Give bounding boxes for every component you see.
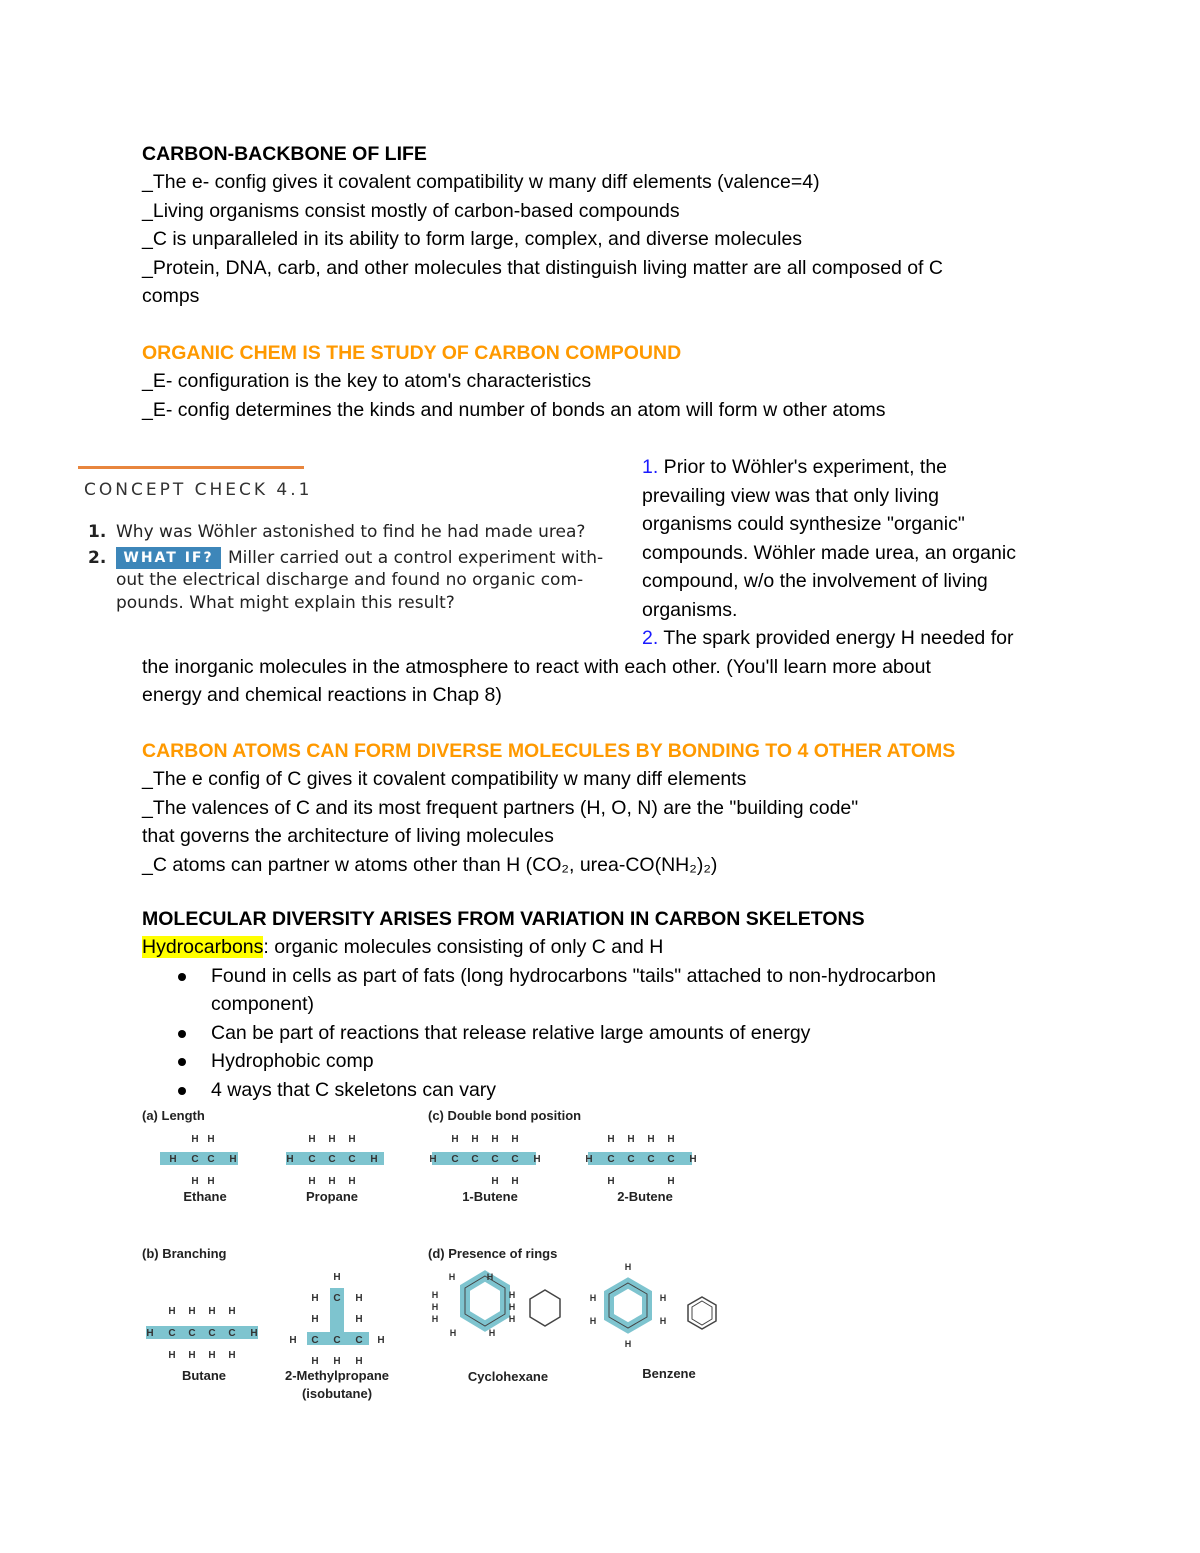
atom-label: C [228,1328,236,1339]
concept-check-rule [78,466,304,469]
1-butene-molecule [429,1134,540,1204]
atom-label: H [311,1293,319,1304]
atom-label: H [429,1154,437,1165]
atom-label: H [311,1314,319,1325]
atom-label: H [431,1290,439,1300]
concept-check-image [78,466,608,626]
bullet-item: 4 ways that C skeletons can vary [211,1079,497,1101]
atom-label: H [431,1302,439,1312]
atom-label: H [308,1176,316,1187]
bullet-item-continuation: component) [211,993,314,1015]
atom-label: C [627,1154,635,1165]
atom-label: H [208,1306,216,1317]
answer-1-line: organisms. [642,599,738,621]
text-line: _E- configuration is the key to atom's characteristics [142,370,592,392]
atom-label: C [491,1154,499,1165]
atom-label: H [431,1314,439,1324]
what-if-badge: WHAT IF? [116,547,221,569]
2-butene-molecule [585,1134,696,1204]
answer-1-line: prevailing view was that only living [642,485,939,507]
atom-label: C [647,1154,655,1165]
molecule-name: 2-Methylpropane [284,1368,390,1383]
propane-molecule [286,1134,384,1204]
answer-number: 1. [642,456,659,478]
atom-label: H [348,1134,356,1145]
cyclohexane-molecule [432,1272,560,1384]
atom-label: H [491,1134,499,1145]
atom-label: H [311,1356,319,1367]
atom-label: C [311,1335,319,1346]
atom-label: H [607,1176,615,1187]
bullet-icon [178,1058,186,1066]
atom-label: H [229,1154,237,1165]
atom-label: C [667,1154,675,1165]
atom-label: H [659,1316,667,1326]
carbon-skeletons-figure [140,1100,740,1410]
atom-label: H [191,1176,199,1187]
atom-label: H [228,1350,236,1361]
atom-label: H [289,1335,297,1346]
atom-label: H [308,1134,316,1145]
atom-label: H [169,1154,177,1165]
molecule-name: Cyclohexane [467,1369,549,1384]
bullet-item: Can be part of reactions that release relative large amounts of energy [211,1022,811,1044]
butane-molecule [146,1306,258,1383]
atom-label: H [208,1350,216,1361]
atom-label: H [207,1134,215,1145]
highlighted-term: Hydrocarbons [142,936,264,958]
atom-label: H [449,1328,457,1338]
panel-label-length: (a) Length [142,1108,205,1123]
atom-label: H [448,1272,456,1282]
atom-label: C [471,1154,479,1165]
concept-check-title: CONCEPT CHECK 4.1 [84,480,313,500]
answer-1-line: 1. Prior to Wöhler's experiment, the [642,456,948,478]
atom-label: H [508,1302,516,1312]
benzene-molecule [590,1262,716,1381]
text-line: _E- config determines the kinds and number of bonds an atom will form w other atoms [142,399,886,421]
section-heading-carbon-backbone: CARBON-BACKBONE OF LIFE [142,143,427,165]
atom-label: H [471,1134,479,1145]
molecule-name: 1-Butene [462,1189,518,1204]
atom-label: C [511,1154,519,1165]
atom-label: C [451,1154,459,1165]
question-number: 1. [88,522,107,542]
atom-label: H [627,1134,635,1145]
atom-label: C [348,1154,356,1165]
bullet-icon [178,1030,186,1038]
section-heading-molecular-diversity: MOLECULAR DIVERSITY ARISES FROM VARIATION IN CARBON SKELETONS [142,908,865,930]
panel-label-branching: (b) Branching [142,1246,227,1261]
panel-label-double-bond: (c) Double bond position [428,1108,582,1123]
atom-label: H [607,1134,615,1145]
question-2-line: pounds. What might explain this result? [116,593,455,613]
atom-label: H [624,1262,632,1272]
answer-1-line: compound, w/o the involvement of living [642,570,988,592]
atom-label: C [333,1335,341,1346]
text-line: _Protein, DNA, carb, and other molecules that distinguish living matter are all composed of C [142,257,943,279]
atom-label: C [168,1328,176,1339]
atom-label: H [486,1272,494,1282]
answer-1-line: organisms could synthesize "organic" [642,513,965,535]
atom-label: H [168,1350,176,1361]
atom-label: H [508,1290,516,1300]
atom-label: H [511,1134,519,1145]
bullet-item: Hydrophobic comp [211,1050,374,1072]
atom-label: H [146,1328,154,1339]
atom-label: H [451,1134,459,1145]
atom-label: H [488,1328,496,1338]
question-number: 2. [88,548,107,568]
atom-label: H [624,1339,632,1349]
text-line: _C atoms can partner w atoms other than H (CO₂, urea-CO(NH₂)₂) [142,854,718,876]
section-heading-carbon-atoms: CARBON ATOMS CAN FORM DIVERSE MOLECULES BY BONDING TO 4 OTHER ATOMS [142,740,956,762]
atom-label: H [508,1314,516,1324]
atom-label: C [355,1335,363,1346]
question-2-line: Miller carried out a control experiment with- [228,548,604,568]
atom-label: H [333,1272,341,1283]
answer-2-line: the inorganic molecules in the atmosphere to react with each other. (You'll learn more about [142,656,931,678]
text-line: _The e- config gives it covalent compatibility w many diff elements (valence=4) [142,171,820,193]
atom-label: H [207,1176,215,1187]
atom-label: C [333,1293,341,1304]
atom-label: H [689,1154,697,1165]
text-line: comps [142,285,200,307]
atom-label: C [191,1154,199,1165]
atom-label: H [355,1293,363,1304]
atom-label: H [333,1356,341,1367]
bullet-icon [178,1087,186,1095]
atom-label: H [533,1154,541,1165]
section-heading-organic-chem: ORGANIC CHEM IS THE STUDY OF CARBON COMPOUND [142,342,682,364]
molecule-name: Ethane [183,1189,227,1204]
panel-label-rings: (d) Presence of rings [428,1246,558,1261]
atom-label: C [188,1328,196,1339]
atom-label: H [228,1306,236,1317]
atom-label: H [647,1134,655,1145]
definition-line: Hydrocarbons: organic molecules consisting of only C and H [142,936,664,958]
atom-label: H [511,1176,519,1187]
question-1: Why was Wöhler astonished to find he had made urea? [116,522,586,542]
bullet-icon [178,973,186,981]
text-line: that governs the architecture of living molecules [142,825,554,847]
answer-number: 2. [642,627,659,649]
answer-2-line: energy and chemical reactions in Chap 8) [142,684,502,706]
atom-label: C [208,1328,216,1339]
atom-label: H [168,1306,176,1317]
atom-label: H [667,1176,675,1187]
text-line: _C is unparalleled in its ability to form large, complex, and diverse molecules [142,228,803,250]
atom-label: H [659,1293,667,1303]
atom-label: H [250,1328,258,1339]
atom-label: C [207,1154,215,1165]
bullet-item: Found in cells as part of fats (long hydrocarbons "tails" attached to non-hydrocarbon [211,965,936,987]
molecule-name: Propane [305,1189,359,1204]
atom-label: H [328,1134,336,1145]
atom-label: H [328,1176,336,1187]
atom-label: H [377,1335,385,1346]
atom-label: C [308,1154,316,1165]
question-2-line: out the electrical discharge and found no organic com- [116,570,584,590]
atom-label: H [348,1176,356,1187]
atom-label: H [491,1176,499,1187]
atom-label: H [188,1350,196,1361]
ethane-molecule [160,1134,238,1204]
molecule-name: 2-Butene [617,1189,673,1204]
atom-label: H [589,1316,597,1326]
atom-label: H [585,1154,593,1165]
text-line: _Living organisms consist mostly of carbon-based compounds [142,200,680,222]
molecule-name: (isobutane) [301,1386,373,1401]
atom-label: H [286,1154,294,1165]
atom-label: H [355,1356,363,1367]
atom-label: H [589,1293,597,1303]
answer-1-line: compounds. Wöhler made urea, an organic [642,542,1016,564]
atom-label: H [355,1314,363,1325]
text-line: _The e config of C gives it covalent compatibility w many diff elements [142,768,747,790]
2-methylpropane-molecule [285,1272,389,1401]
text-line: _The valences of C and its most frequent partners (H, O, N) are the "building code" [142,797,859,819]
atom-label: H [191,1134,199,1145]
atom-label: C [328,1154,336,1165]
atom-label: H [370,1154,378,1165]
molecule-name: Butane [181,1368,227,1383]
atom-label: H [667,1134,675,1145]
answer-2-line: 2. The spark provided energy H needed for [642,627,1014,649]
atom-label: C [607,1154,615,1165]
molecule-name: Benzene [642,1366,696,1381]
atom-label: H [188,1306,196,1317]
